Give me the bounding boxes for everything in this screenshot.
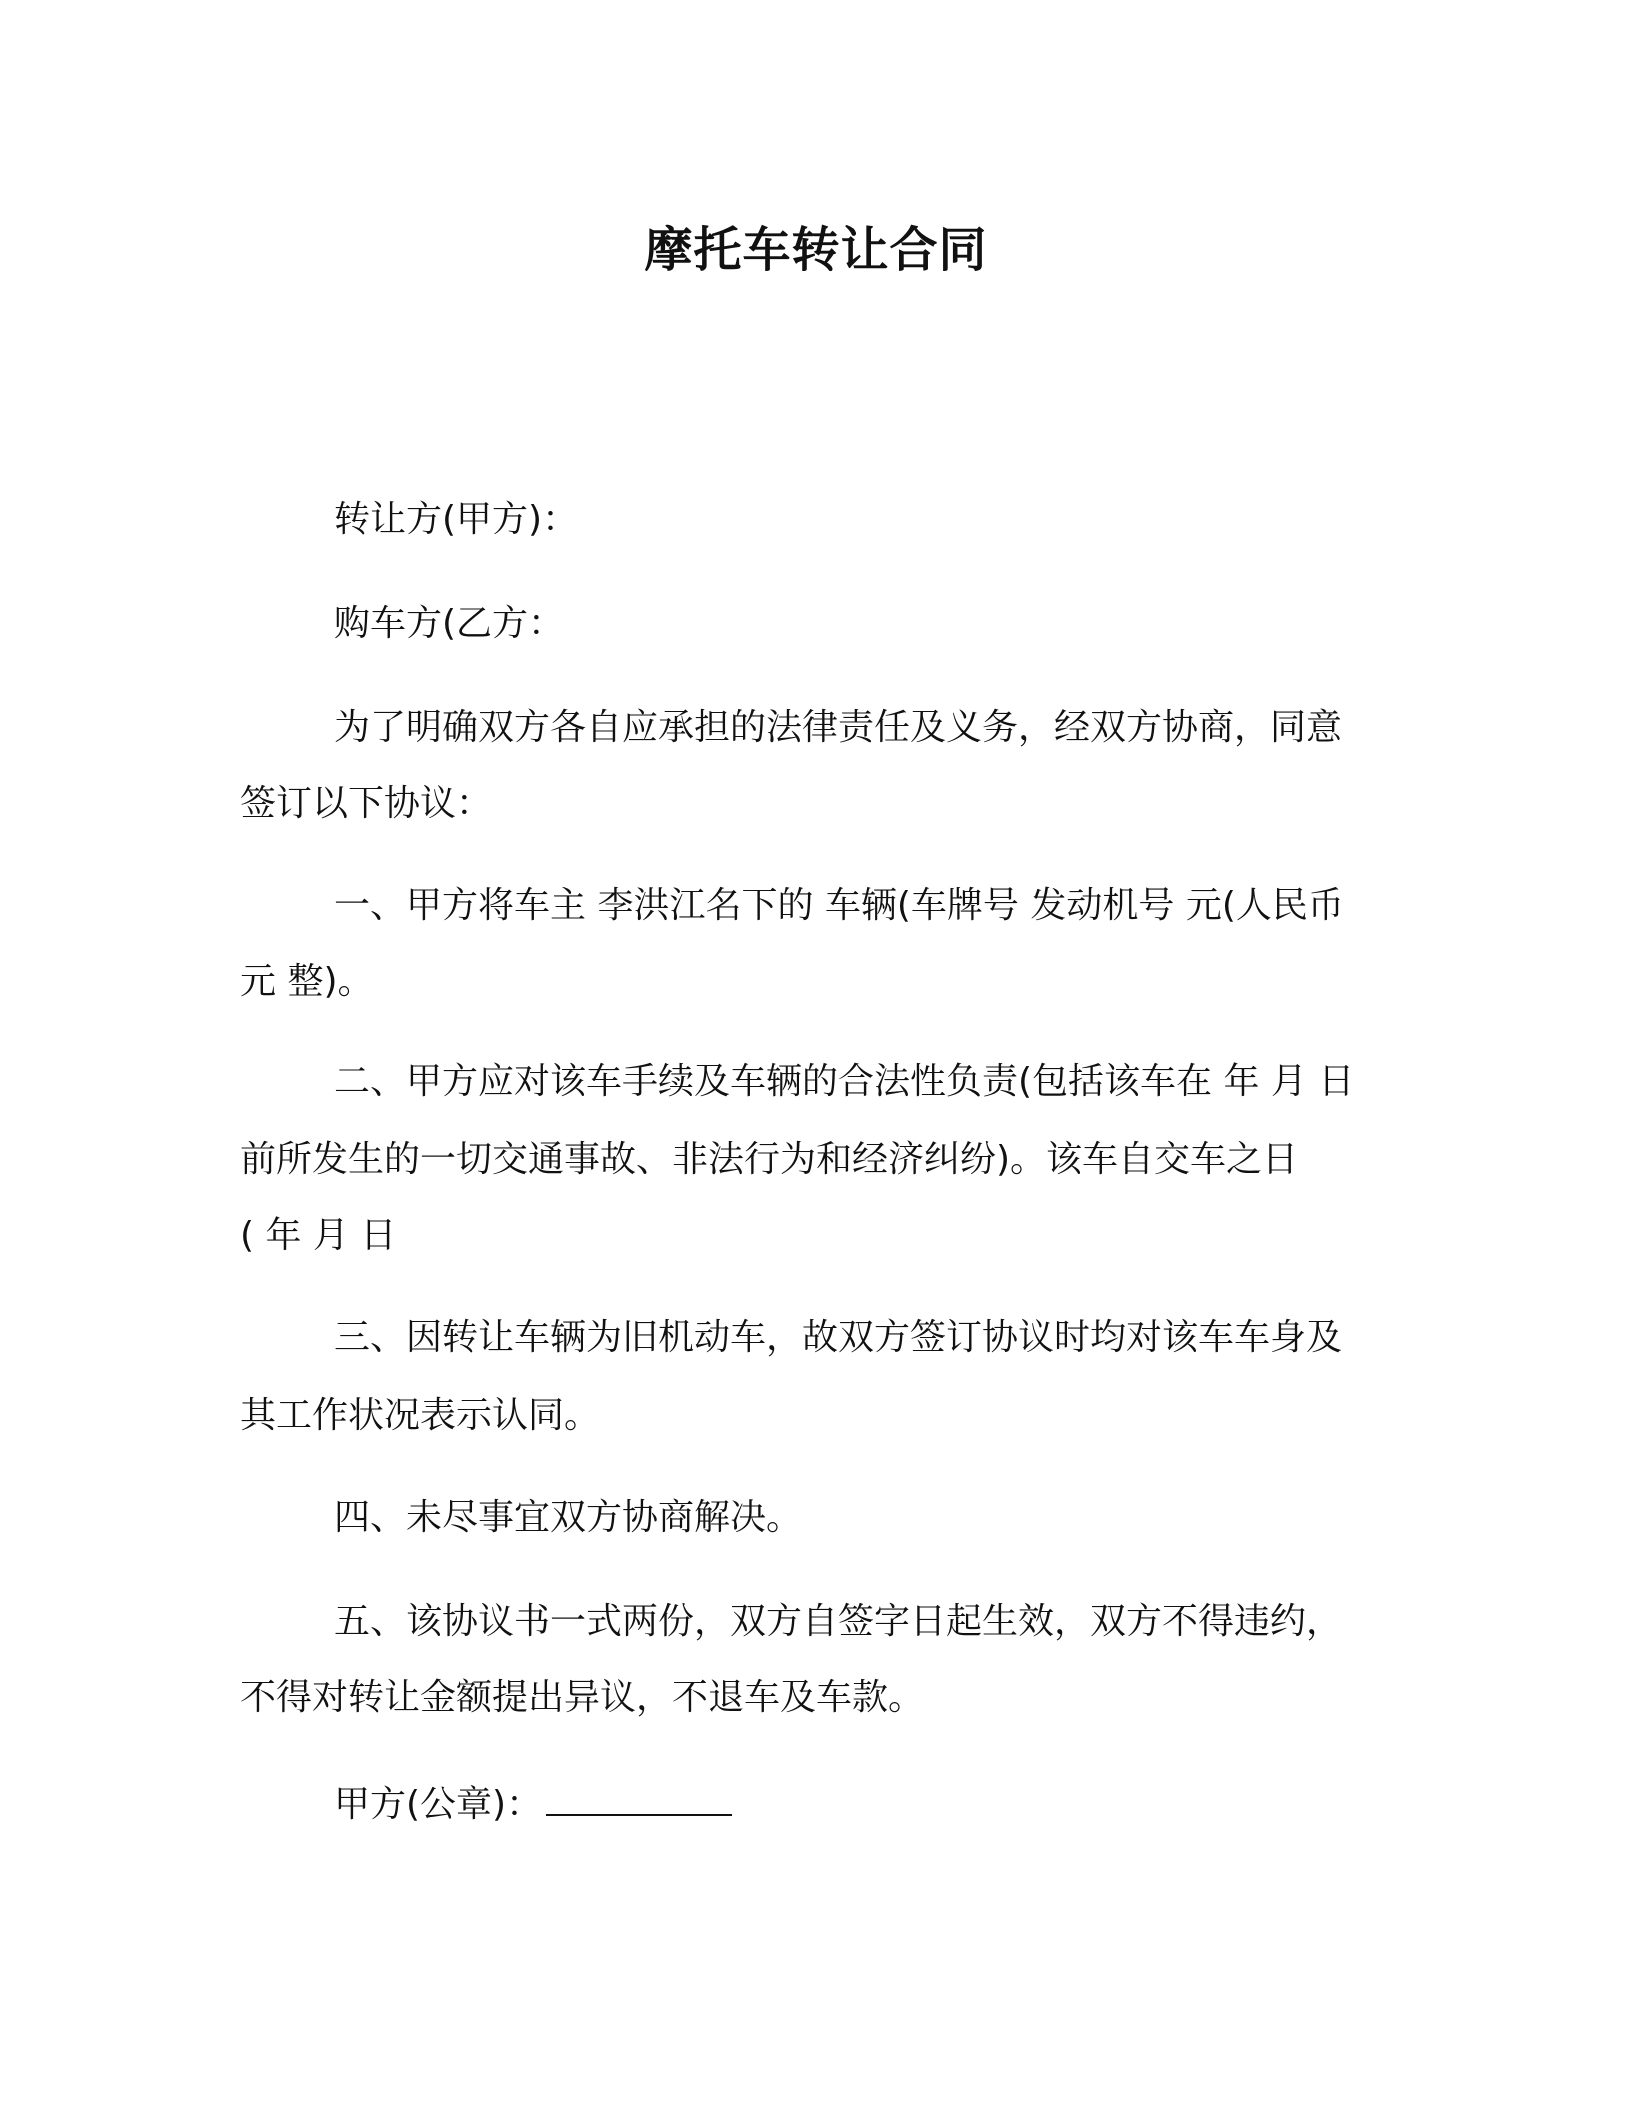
transferor-label: 转让方(甲方)：	[334, 499, 579, 540]
clause-1-line-2: 元 整)。	[240, 961, 374, 1002]
clause-3-line-2: 其工作状况表示认同。	[240, 1395, 601, 1436]
buyer-label: 购车方(乙方：	[334, 603, 565, 644]
document-title: 摩托车转让合同	[644, 222, 988, 278]
party-a-signature-blank	[546, 1776, 732, 1816]
party-a-seal-row	[334, 1776, 732, 1829]
intro-line-2: 签订以下协议：	[240, 783, 493, 824]
intro-line-1: 为了明确双方各自应承担的法律责任及义务，经双方协商，同意	[334, 707, 1343, 748]
clause-2-line-3: ( 年 月 日	[240, 1215, 397, 1256]
clause-5-line-1: 五、该协议书一式两份，双方自签字日起生效，双方不得违约，	[334, 1601, 1343, 1642]
clause-2-line-2: 前所发生的一切交通事故、非法行为和经济纠纷)。该车自交车之日	[240, 1139, 1299, 1180]
clause-5-line-2: 不得对转让金额提出异议，不退车及车款。	[240, 1677, 925, 1718]
clause-2-line-1: 二、甲方应对该车手续及车辆的合法性负责(包括该车在 年 月 日	[334, 1061, 1355, 1102]
clause-3-line-1: 三、因转让车辆为旧机动车，故双方签订协议时均对该车车身及	[334, 1317, 1343, 1358]
clause-1-line-1: 一、甲方将车主 李洪江名下的 车辆(车牌号 发动机号 元(人民币	[334, 885, 1344, 926]
clause-4-line-1: 四、未尽事宜双方协商解决。	[334, 1497, 803, 1538]
party-a-seal-label: 甲方(公章)：	[334, 1784, 543, 1825]
